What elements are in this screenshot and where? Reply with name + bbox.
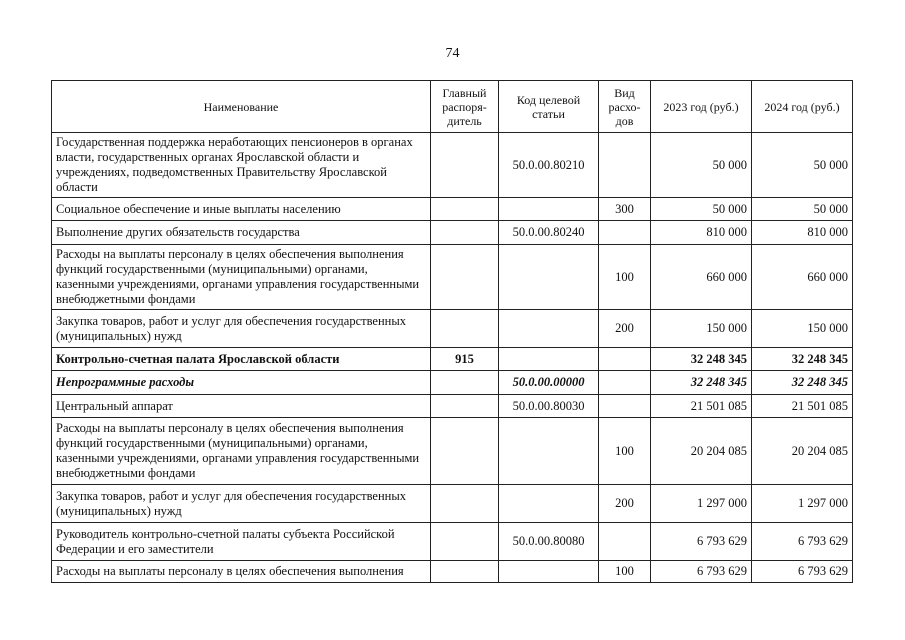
row-2024: 50 000 xyxy=(752,198,853,221)
row-2023: 1 297 000 xyxy=(651,485,752,523)
row-code xyxy=(499,485,599,523)
row-2024: 6 793 629 xyxy=(752,523,853,561)
row-admin xyxy=(431,133,499,198)
row-admin xyxy=(431,221,499,245)
row-admin: 915 xyxy=(431,348,499,371)
row-code xyxy=(499,418,599,485)
row-admin xyxy=(431,561,499,583)
row-2023: 50 000 xyxy=(651,133,752,198)
row-name: Контрольно-счетная палата Ярославской области xyxy=(52,348,431,371)
row-admin xyxy=(431,371,499,395)
row-admin xyxy=(431,418,499,485)
row-type xyxy=(599,523,651,561)
row-code: 50.0.00.80080 xyxy=(499,523,599,561)
row-name: Закупка товаров, работ и услуг для обеспечения государственных (муниципальных) нужд xyxy=(52,485,431,523)
row-2024: 1 297 000 xyxy=(752,485,853,523)
row-admin xyxy=(431,310,499,348)
table-row xyxy=(52,418,853,485)
table-row xyxy=(52,561,853,583)
row-admin xyxy=(431,485,499,523)
header-admin: Главный распоря-дитель xyxy=(431,81,499,133)
row-code xyxy=(499,348,599,371)
row-name: Руководитель контрольно-счетной палаты субъекта Российской Федерации и его заместители xyxy=(52,523,431,561)
row-name: Государственная поддержка неработающих пенсионеров в органах власти, государственных органах Ярославской области и учреждениях, подведомственных Правительству Ярославской области xyxy=(52,133,431,198)
table-header-row xyxy=(52,81,853,133)
row-2023: 660 000 xyxy=(651,245,752,310)
row-name: Расходы на выплаты персоналу в целях обеспечения выполнения функций государственными (муниципальными) органами, казенными учреждениями, органами управления государственными внебюджетными фондами xyxy=(52,245,431,310)
row-code xyxy=(499,310,599,348)
row-2024: 150 000 xyxy=(752,310,853,348)
header-code: Код целевой статьи xyxy=(499,81,599,133)
row-name: Социальное обеспечение и иные выплаты населению xyxy=(52,198,431,221)
row-type: 100 xyxy=(599,418,651,485)
row-admin xyxy=(431,523,499,561)
row-type xyxy=(599,348,651,371)
row-name: Центральный аппарат xyxy=(52,395,431,418)
row-2024: 32 248 345 xyxy=(752,348,853,371)
row-code: 50.0.00.80240 xyxy=(499,221,599,245)
row-type: 100 xyxy=(599,245,651,310)
header-type: Вид расхо-дов xyxy=(599,81,651,133)
row-code xyxy=(499,245,599,310)
table-row xyxy=(52,245,853,310)
row-type xyxy=(599,221,651,245)
row-2023: 150 000 xyxy=(651,310,752,348)
row-type: 200 xyxy=(599,485,651,523)
row-name: Закупка товаров, работ и услуг для обеспечения государственных (муниципальных) нужд xyxy=(52,310,431,348)
row-code: 50.0.00.00000 xyxy=(499,371,599,395)
row-2023: 6 793 629 xyxy=(651,523,752,561)
table-row xyxy=(52,523,853,561)
row-2023: 32 248 345 xyxy=(651,348,752,371)
row-type: 100 xyxy=(599,561,651,583)
row-2024: 50 000 xyxy=(752,133,853,198)
row-2023: 32 248 345 xyxy=(651,371,752,395)
row-2023: 810 000 xyxy=(651,221,752,245)
header-2023: 2023 год (руб.) xyxy=(651,81,752,133)
row-name: Расходы на выплаты персоналу в целях обеспечения выполнения функций государственными (муниципальными) органами, казенными учреждениями, органами управления государственными внебюджетными фондами xyxy=(52,418,431,485)
row-2024: 660 000 xyxy=(752,245,853,310)
table-row xyxy=(52,310,853,348)
row-name: Расходы на выплаты персоналу в целях обеспечения выполнения xyxy=(52,561,431,583)
table-row xyxy=(52,198,853,221)
row-2023: 20 204 085 xyxy=(651,418,752,485)
row-2023: 6 793 629 xyxy=(651,561,752,583)
row-admin xyxy=(431,245,499,310)
row-type: 300 xyxy=(599,198,651,221)
row-2023: 50 000 xyxy=(651,198,752,221)
row-type xyxy=(599,371,651,395)
row-2023: 21 501 085 xyxy=(651,395,752,418)
header-2024: 2024 год (руб.) xyxy=(752,81,853,133)
row-code xyxy=(499,561,599,583)
table-row xyxy=(52,395,853,418)
table-row xyxy=(52,485,853,523)
table-row xyxy=(52,348,853,371)
table-row xyxy=(52,133,853,198)
row-2024: 20 204 085 xyxy=(752,418,853,485)
row-name: Непрограммные расходы xyxy=(52,371,431,395)
row-type xyxy=(599,133,651,198)
row-code: 50.0.00.80030 xyxy=(499,395,599,418)
table-row xyxy=(52,221,853,245)
row-2024: 21 501 085 xyxy=(752,395,853,418)
row-code xyxy=(499,198,599,221)
row-2024: 6 793 629 xyxy=(752,561,853,583)
table-row xyxy=(52,371,853,395)
row-2024: 32 248 345 xyxy=(752,371,853,395)
header-name: Наименование xyxy=(52,81,431,133)
row-type xyxy=(599,395,651,418)
row-code: 50.0.00.80210 xyxy=(499,133,599,198)
page-number: 74 xyxy=(445,46,460,61)
row-type: 200 xyxy=(599,310,651,348)
budget-table xyxy=(51,80,853,583)
row-admin xyxy=(431,395,499,418)
row-2024: 810 000 xyxy=(752,221,853,245)
row-name: Выполнение других обязательств государства xyxy=(52,221,431,245)
row-admin xyxy=(431,198,499,221)
